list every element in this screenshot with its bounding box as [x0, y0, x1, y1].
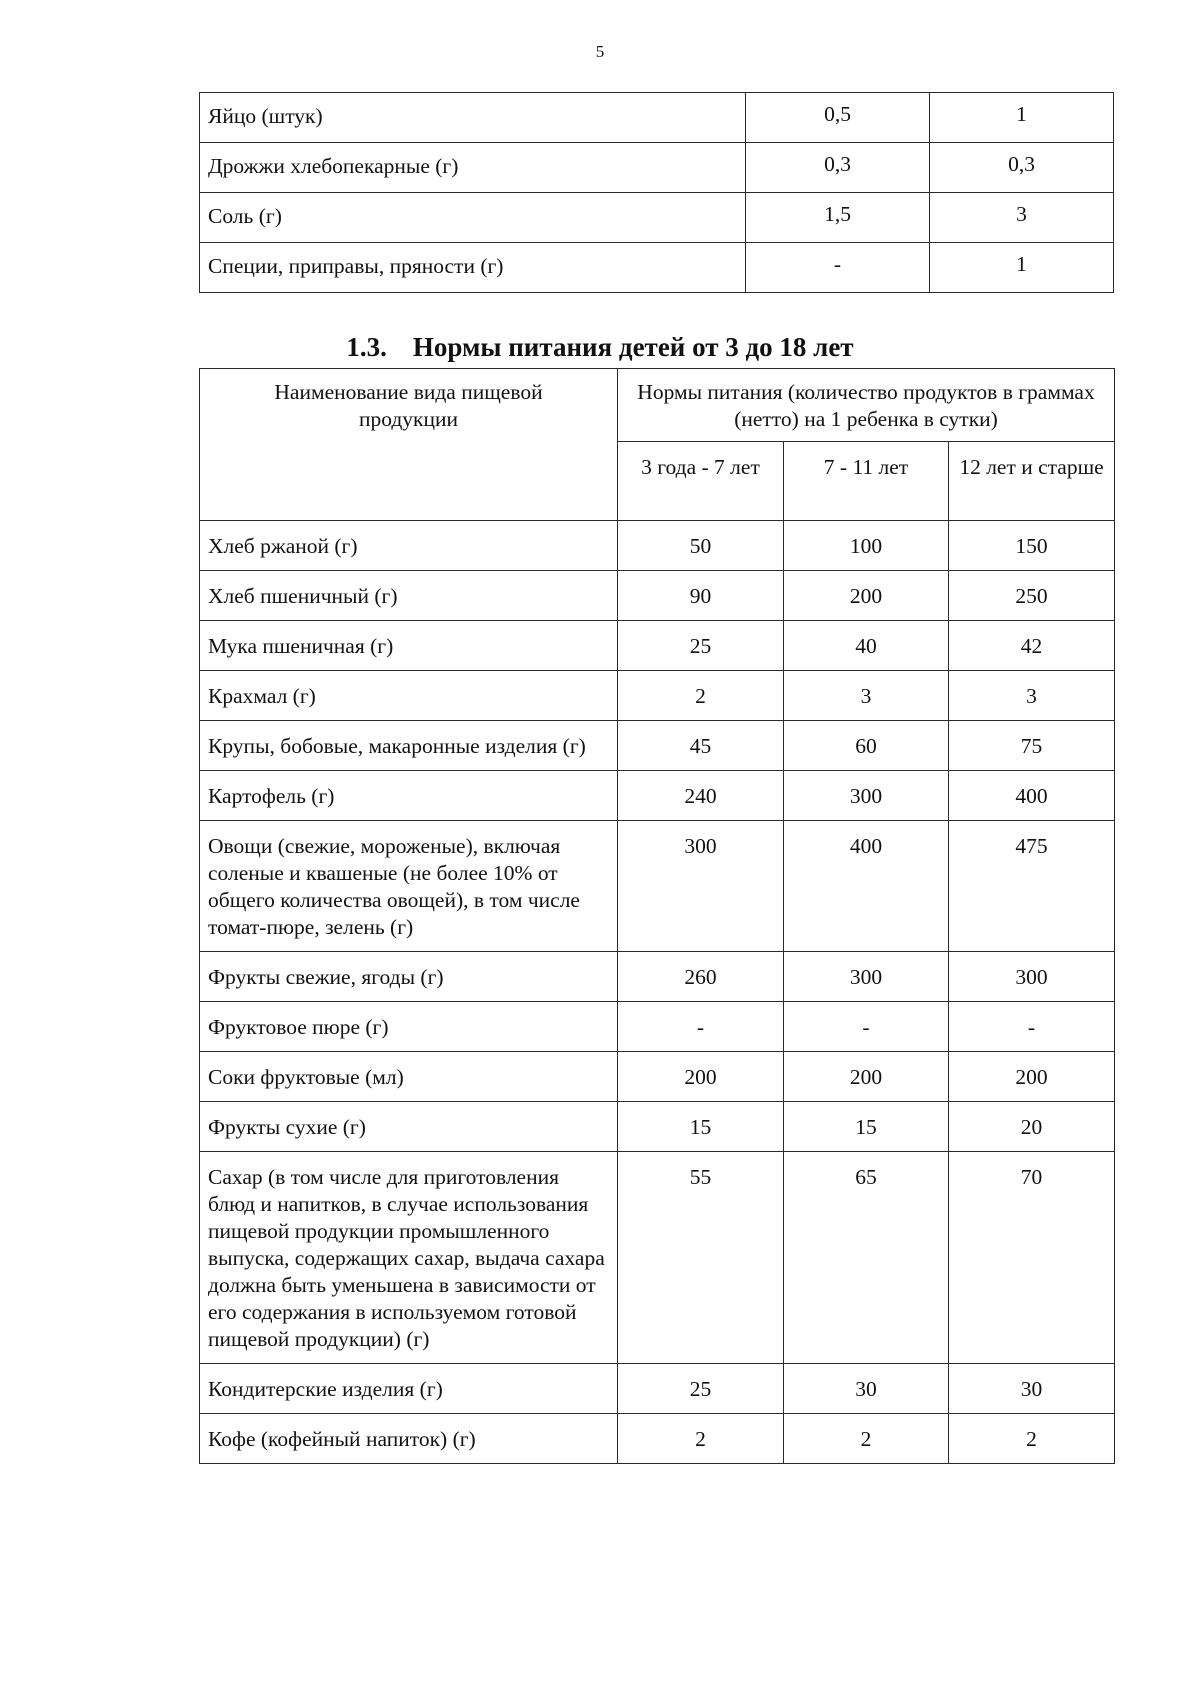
value-cell: -	[618, 1002, 784, 1052]
table-row	[200, 1102, 1115, 1152]
value-cell: 300	[784, 952, 949, 1002]
table-row	[200, 721, 1115, 771]
product-name-cell: Специи, приправы, пряности (г)	[200, 243, 746, 293]
value-cell: 0,3	[930, 143, 1114, 193]
value-cell: 20	[949, 1102, 1115, 1152]
value-cell: 1,5	[746, 193, 930, 243]
value-cell: 30	[784, 1364, 949, 1414]
age-group-header: 12 лет и старше	[949, 442, 1115, 521]
value-cell: 75	[949, 721, 1115, 771]
value-cell: 2	[618, 671, 784, 721]
value-cell: 70	[949, 1152, 1115, 1364]
value-cell: 475	[949, 821, 1115, 952]
table-row	[200, 952, 1115, 1002]
value-cell: 3	[784, 671, 949, 721]
product-name-cell: Сахар (в том числе для приготовления блюд и напитков, в случае использования пищевой продукции промышленного выпуска, содержащих сахар, выдача сахара должна быть уменьшена в зависимости от его содержания в используемом готовой пищевой продукции) (г)	[200, 1152, 618, 1364]
product-name-cell: Крупы, бобовые, макаронные изделия (г)	[200, 721, 618, 771]
value-cell: 2	[618, 1414, 784, 1464]
value-cell: -	[784, 1002, 949, 1052]
product-name-cell: Яйцо (штук)	[200, 93, 746, 143]
value-cell: 0,5	[746, 93, 930, 143]
value-cell: 50	[618, 521, 784, 571]
product-name-cell: Кондитерские изделия (г)	[200, 1364, 618, 1414]
table-row	[200, 521, 1115, 571]
value-cell: 250	[949, 571, 1115, 621]
page-number: 5	[595, 42, 605, 61]
age-group-header: 3 года - 7 лет	[618, 442, 784, 521]
value-cell: 1	[930, 243, 1114, 293]
product-name-cell: Фрукты сухие (г)	[200, 1102, 618, 1152]
value-cell: 260	[618, 952, 784, 1002]
table-row	[200, 1052, 1115, 1102]
value-cell: 200	[949, 1052, 1115, 1102]
value-cell: 400	[784, 821, 949, 952]
table-row	[200, 143, 1114, 193]
product-name-cell: Соль (г)	[200, 193, 746, 243]
value-cell: 25	[618, 621, 784, 671]
nutrition-norms-table	[199, 368, 1115, 1464]
table-row	[200, 243, 1114, 293]
value-cell: 2	[949, 1414, 1115, 1464]
value-cell: 400	[949, 771, 1115, 821]
table-row	[200, 93, 1114, 143]
table-row	[200, 571, 1115, 621]
product-name-cell: Крахмал (г)	[200, 671, 618, 721]
value-cell: 200	[784, 571, 949, 621]
value-cell: 42	[949, 621, 1115, 671]
section-title	[0, 330, 1200, 364]
product-name-cell: Соки фруктовые (мл)	[200, 1052, 618, 1102]
value-cell: 40	[784, 621, 949, 671]
value-cell: 15	[618, 1102, 784, 1152]
value-cell: 25	[618, 1364, 784, 1414]
value-cell: 200	[784, 1052, 949, 1102]
value-cell: 1	[930, 93, 1114, 143]
value-cell: 65	[784, 1152, 949, 1364]
value-cell: 45	[618, 721, 784, 771]
value-cell: 30	[949, 1364, 1115, 1414]
section-title-text: Нормы питания детей от 3 до 18 лет	[412, 332, 854, 362]
header-product-name: Наименование вида пищевой продукции	[200, 369, 618, 521]
product-name-cell: Мука пшеничная (г)	[200, 621, 618, 671]
value-cell: 300	[784, 771, 949, 821]
value-cell: 300	[949, 952, 1115, 1002]
continued-table	[199, 92, 1114, 293]
product-name-cell: Кофе (кофейный напиток) (г)	[200, 1414, 618, 1464]
table-row	[200, 193, 1114, 243]
product-name-cell: Фрукты свежие, ягоды (г)	[200, 952, 618, 1002]
section-number: 1.3.	[346, 332, 387, 362]
value-cell: -	[746, 243, 930, 293]
value-cell: 3	[930, 193, 1114, 243]
value-cell: 60	[784, 721, 949, 771]
value-cell: 200	[618, 1052, 784, 1102]
value-cell: 3	[949, 671, 1115, 721]
value-cell: 90	[618, 571, 784, 621]
table-row	[200, 671, 1115, 721]
value-cell: 100	[784, 521, 949, 571]
table-row	[200, 621, 1115, 671]
product-name-cell: Хлеб пшеничный (г)	[200, 571, 618, 621]
header-row	[200, 369, 1115, 442]
value-cell: 0,3	[746, 143, 930, 193]
header-norms: Нормы питания (количество продуктов в граммах (нетто) на 1 ребенка в сутки)	[618, 369, 1115, 442]
table-row	[200, 1002, 1115, 1052]
product-name-cell: Фруктовое пюре (г)	[200, 1002, 618, 1052]
value-cell: 240	[618, 771, 784, 821]
product-name-cell: Картофель (г)	[200, 771, 618, 821]
value-cell: 15	[784, 1102, 949, 1152]
product-name-cell: Хлеб ржаной (г)	[200, 521, 618, 571]
value-cell: 55	[618, 1152, 784, 1364]
product-name-cell: Дрожжи хлебопекарные (г)	[200, 143, 746, 193]
table-row	[200, 771, 1115, 821]
table-row	[200, 1364, 1115, 1414]
age-group-header: 7 - 11 лет	[784, 442, 949, 521]
table-row	[200, 1152, 1115, 1364]
table-row	[200, 1414, 1115, 1464]
value-cell: 300	[618, 821, 784, 952]
value-cell: 150	[949, 521, 1115, 571]
value-cell: 2	[784, 1414, 949, 1464]
value-cell: -	[949, 1002, 1115, 1052]
product-name-cell: Овощи (свежие, мороженые), включая соленые и квашеные (не более 10% от общего количества овощей), в том числе томат-пюре, зелень (г)	[200, 821, 618, 952]
table-row	[200, 821, 1115, 952]
